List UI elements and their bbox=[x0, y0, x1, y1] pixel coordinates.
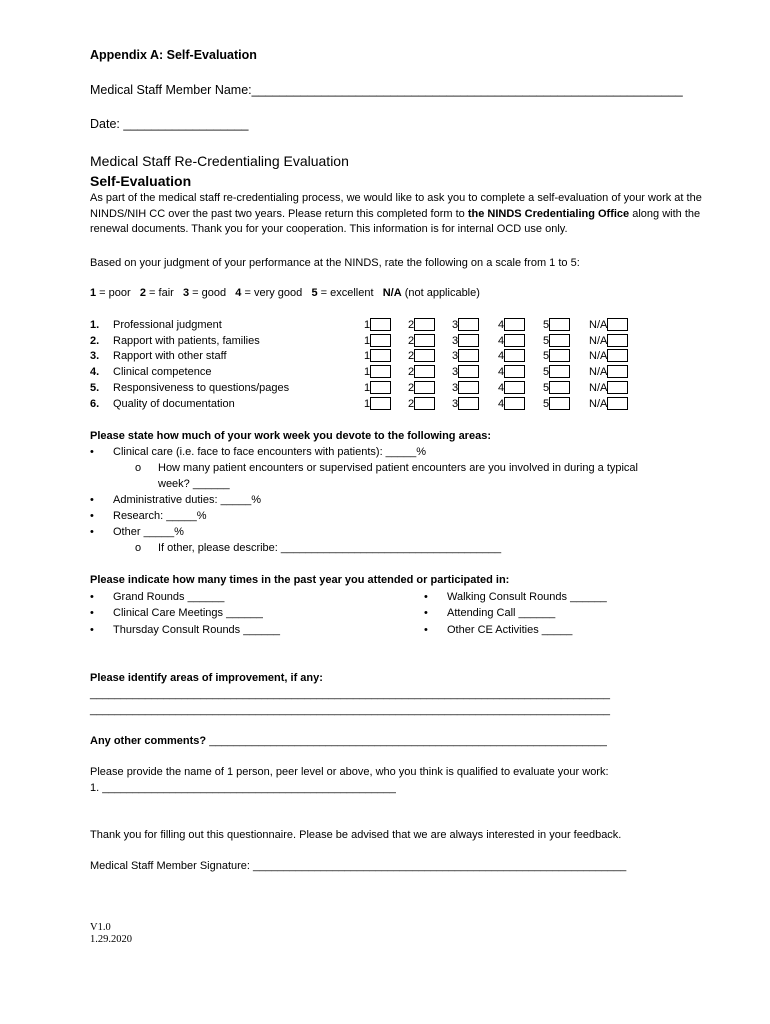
rating-option-2[interactable] bbox=[408, 318, 435, 331]
rating-option-1[interactable] bbox=[364, 365, 391, 378]
attendance-heading: Please indicate how many times in the past year you attended or participated in: bbox=[90, 574, 510, 586]
rating-item-label: Rapport with other staff bbox=[113, 350, 227, 362]
comments-line[interactable]: _________________________________________________________________ bbox=[206, 735, 607, 747]
rating-option-1[interactable] bbox=[364, 349, 391, 362]
legend-key-3: 3 bbox=[182, 287, 190, 299]
legend-key-4: 4 bbox=[235, 287, 242, 299]
checkbox[interactable] bbox=[458, 381, 479, 394]
checkbox[interactable] bbox=[607, 397, 628, 410]
name-line[interactable]: ______________________________________________________________ bbox=[251, 83, 683, 97]
clinical-care-field[interactable]: Clinical care (i.e. face to face encounters with patients): _____% bbox=[113, 446, 427, 458]
rating-option-5[interactable] bbox=[543, 349, 570, 362]
rating-option-label: 3 bbox=[452, 381, 459, 394]
rating-option-5[interactable] bbox=[543, 365, 570, 378]
rating-option-na[interactable] bbox=[589, 318, 628, 331]
rating-option-label: 5 bbox=[543, 381, 550, 394]
bullet-icon: • bbox=[424, 607, 428, 619]
rating-option-label: 4 bbox=[498, 365, 505, 378]
checkbox[interactable] bbox=[414, 334, 435, 347]
rating-option-label: N/A bbox=[589, 318, 608, 331]
evaluator-prompt: Please provide the name of 1 person, peer level or above, who you think is qualified to evaluate your work: bbox=[90, 766, 609, 778]
rating-option-2[interactable] bbox=[408, 349, 435, 362]
intro-text-1: As part of the medical staff re-credentialing process, we would like to ask you to complete a self-evaluation of your work at the NINDS/NIH CC over the past two years. Please return this completed form to bbox=[90, 192, 702, 220]
checkbox[interactable] bbox=[504, 334, 525, 347]
comments-label: Any other comments? bbox=[90, 735, 207, 747]
signature-label: Medical Staff Member Signature: bbox=[90, 860, 254, 872]
rating-option-label: 2 bbox=[408, 365, 415, 378]
legend-val-4: = very good bbox=[241, 287, 312, 299]
bullet-icon: • bbox=[90, 510, 94, 522]
rating-option-label: 1 bbox=[364, 381, 371, 394]
intro-paragraph bbox=[90, 191, 720, 238]
version-date: 1.29.2020 bbox=[90, 934, 132, 945]
rating-item-label: Rapport with patients, families bbox=[113, 335, 260, 347]
checkbox[interactable] bbox=[370, 318, 391, 331]
rating-option-1[interactable] bbox=[364, 334, 391, 347]
rating-option-na[interactable] bbox=[589, 365, 628, 378]
appendix-title: Appendix A: Self-Evaluation bbox=[90, 48, 257, 62]
rating-option-label: 5 bbox=[543, 349, 550, 362]
rating-option-label: 3 bbox=[452, 318, 459, 331]
intro-text-2: along with the renewal documents. Thank you for your cooperation. This information is for internal OCD use only. bbox=[90, 207, 701, 235]
rating-option-5[interactable] bbox=[543, 318, 570, 331]
rating-option-label: 1 bbox=[364, 318, 371, 331]
legend-val-na: (not applicable) bbox=[401, 287, 480, 299]
checkbox[interactable] bbox=[414, 365, 435, 378]
version-label: V1.0 bbox=[90, 922, 111, 933]
rating-option-3[interactable] bbox=[452, 349, 479, 362]
checkbox[interactable] bbox=[607, 365, 628, 378]
rating-item-number: 5. bbox=[90, 382, 100, 394]
intro-bold: the NINDS Credentialing Office bbox=[467, 207, 630, 220]
rating-item-number: 6. bbox=[90, 398, 100, 410]
rating-option-label: 4 bbox=[498, 334, 505, 347]
bullet-icon: • bbox=[424, 591, 428, 603]
rating-option-label: 1 bbox=[364, 334, 371, 347]
rating-option-na[interactable] bbox=[589, 381, 628, 394]
rating-option-label: 1 bbox=[364, 349, 371, 362]
sub-bullet-icon: o bbox=[135, 542, 142, 554]
signature-line[interactable]: _____________________________________________________________ bbox=[253, 860, 627, 872]
name-label: Medical Staff Member Name: bbox=[90, 83, 252, 97]
checkbox[interactable] bbox=[504, 349, 525, 362]
checkbox[interactable] bbox=[504, 381, 525, 394]
rating-option-4[interactable] bbox=[498, 318, 525, 331]
checkbox[interactable] bbox=[414, 349, 435, 362]
rating-option-4[interactable] bbox=[498, 334, 525, 347]
rating-option-na[interactable] bbox=[589, 397, 628, 410]
legend-key-1: 1 bbox=[90, 287, 97, 299]
scale-instruction: Based on your judgment of your performance at the NINDS, rate the following on a scale from 1 to 5: bbox=[90, 257, 580, 269]
checkbox[interactable] bbox=[458, 334, 479, 347]
legend-key-5: 5 bbox=[311, 287, 318, 299]
rating-item-number: 2. bbox=[90, 335, 100, 347]
scale-legend bbox=[90, 287, 480, 299]
rating-option-3[interactable] bbox=[452, 381, 479, 394]
attendance-field[interactable]: Thursday Consult Rounds ______ bbox=[113, 624, 280, 636]
rating-option-label: 4 bbox=[498, 349, 505, 362]
improvement-heading: Please identify areas of improvement, if any: bbox=[90, 672, 323, 684]
rating-option-2[interactable] bbox=[408, 397, 435, 410]
legend-val-5: = excellent bbox=[317, 287, 383, 299]
rating-option-label: 2 bbox=[408, 318, 415, 331]
rating-option-label: N/A bbox=[589, 334, 608, 347]
rating-option-label: 5 bbox=[543, 397, 550, 410]
checkbox[interactable] bbox=[414, 381, 435, 394]
rating-option-4[interactable] bbox=[498, 349, 525, 362]
rating-option-label: 2 bbox=[408, 334, 415, 347]
checkbox[interactable] bbox=[370, 365, 391, 378]
bullet-icon: • bbox=[90, 624, 94, 636]
rating-option-3[interactable] bbox=[452, 397, 479, 410]
rating-option-label: 4 bbox=[498, 381, 505, 394]
rating-option-label: 3 bbox=[452, 397, 459, 410]
rating-option-label: 3 bbox=[452, 334, 459, 347]
rating-option-label: N/A bbox=[589, 397, 608, 410]
rating-option-label: 1 bbox=[364, 365, 371, 378]
signature-row[interactable] bbox=[90, 860, 626, 872]
checkbox[interactable] bbox=[504, 365, 525, 378]
rating-option-label: 5 bbox=[543, 365, 550, 378]
rating-option-3[interactable] bbox=[452, 318, 479, 331]
rating-option-label: 4 bbox=[498, 397, 505, 410]
research-field[interactable]: Research: _____% bbox=[113, 510, 207, 522]
improvement-line-2[interactable]: _____________________________________________________________________________________ bbox=[90, 704, 611, 716]
rating-item-label: Responsiveness to questions/pages bbox=[113, 382, 290, 394]
attendance-field[interactable]: Other CE Activities _____ bbox=[447, 624, 573, 636]
rating-option-2[interactable] bbox=[408, 381, 435, 394]
checkbox[interactable] bbox=[370, 381, 391, 394]
form-subheading: Self-Evaluation bbox=[90, 173, 192, 189]
rating-item-number: 1. bbox=[90, 319, 100, 331]
checkbox[interactable] bbox=[607, 318, 628, 331]
rating-option-1[interactable] bbox=[364, 381, 391, 394]
checkbox[interactable] bbox=[414, 397, 435, 410]
encounters-field[interactable]: week? ______ bbox=[158, 478, 230, 490]
rating-option-3[interactable] bbox=[452, 334, 479, 347]
checkbox[interactable] bbox=[549, 334, 570, 347]
rating-option-na[interactable] bbox=[589, 334, 628, 347]
checkbox[interactable] bbox=[458, 318, 479, 331]
name-field-row[interactable] bbox=[90, 83, 683, 97]
rating-option-label: 3 bbox=[452, 365, 459, 378]
legend-val-1: = poor bbox=[96, 287, 140, 299]
other-describe-field[interactable]: If other, please describe: ____________________________________ bbox=[158, 542, 502, 554]
encounters-question-line1: How many patient encounters or supervised patient encounters are you involved in during a typical bbox=[158, 462, 638, 474]
sub-bullet-icon: o bbox=[135, 462, 142, 474]
rating-option-4[interactable] bbox=[498, 381, 525, 394]
evaluator-field[interactable]: 1. ________________________________________________ bbox=[90, 782, 396, 794]
bullet-icon: • bbox=[90, 494, 94, 506]
form-heading: Medical Staff Re-Credentialing Evaluation bbox=[90, 153, 349, 169]
attendance-field[interactable]: Walking Consult Rounds ______ bbox=[447, 591, 607, 603]
legend-key-2: 2 bbox=[139, 287, 146, 299]
checkbox[interactable] bbox=[458, 397, 479, 410]
workweek-heading: Please state how much of your work week you devote to the following areas: bbox=[90, 430, 491, 442]
rating-option-label: 5 bbox=[543, 318, 550, 331]
checkbox[interactable] bbox=[549, 381, 570, 394]
rating-item-label: Clinical competence bbox=[113, 366, 212, 378]
rating-option-label: N/A bbox=[589, 381, 608, 394]
rating-option-label: 5 bbox=[543, 334, 550, 347]
other-field[interactable]: Other _____% bbox=[113, 526, 184, 538]
legend-key-na: N/A bbox=[382, 287, 402, 299]
rating-option-1[interactable] bbox=[364, 397, 391, 410]
rating-option-2[interactable] bbox=[408, 334, 435, 347]
bullet-icon: • bbox=[424, 624, 428, 636]
rating-option-5[interactable] bbox=[543, 334, 570, 347]
date-label: Date: bbox=[90, 117, 120, 131]
legend-val-3: = good bbox=[189, 287, 236, 299]
checkbox[interactable] bbox=[549, 318, 570, 331]
checkbox[interactable] bbox=[607, 349, 628, 362]
bullet-icon: • bbox=[90, 591, 94, 603]
comments-row[interactable] bbox=[90, 735, 607, 747]
rating-option-3[interactable] bbox=[452, 365, 479, 378]
bullet-icon: • bbox=[90, 446, 94, 458]
checkbox[interactable] bbox=[458, 365, 479, 378]
checkbox[interactable] bbox=[370, 397, 391, 410]
rating-option-label: 1 bbox=[364, 397, 371, 410]
checkbox[interactable] bbox=[370, 349, 391, 362]
rating-option-label: 2 bbox=[408, 349, 415, 362]
attendance-field[interactable]: Attending Call ______ bbox=[447, 607, 556, 619]
rating-option-5[interactable] bbox=[543, 397, 570, 410]
rating-item-label: Quality of documentation bbox=[113, 398, 235, 410]
rating-option-label: 2 bbox=[408, 381, 415, 394]
bullet-icon: • bbox=[90, 607, 94, 619]
checkbox[interactable] bbox=[607, 334, 628, 347]
date-field-row[interactable] bbox=[90, 117, 249, 131]
rating-option-5[interactable] bbox=[543, 381, 570, 394]
bullet-icon: • bbox=[90, 526, 94, 538]
checkbox[interactable] bbox=[458, 349, 479, 362]
rating-option-label: 3 bbox=[452, 349, 459, 362]
checkbox[interactable] bbox=[414, 318, 435, 331]
rating-option-label: N/A bbox=[589, 365, 608, 378]
rating-option-label: 2 bbox=[408, 397, 415, 410]
attendance-field[interactable]: Grand Rounds ______ bbox=[113, 591, 225, 603]
checkbox[interactable] bbox=[504, 397, 525, 410]
rating-option-1[interactable] bbox=[364, 318, 391, 331]
checkbox[interactable] bbox=[607, 381, 628, 394]
rating-item-number: 4. bbox=[90, 366, 100, 378]
rating-option-label: N/A bbox=[589, 349, 608, 362]
rating-option-2[interactable] bbox=[408, 365, 435, 378]
checkbox[interactable] bbox=[549, 365, 570, 378]
rating-option-4[interactable] bbox=[498, 397, 525, 410]
rating-option-na[interactable] bbox=[589, 349, 628, 362]
checkbox[interactable] bbox=[549, 349, 570, 362]
rating-option-4[interactable] bbox=[498, 365, 525, 378]
administrative-field[interactable]: Administrative duties: _____% bbox=[113, 494, 261, 506]
legend-val-2: = fair bbox=[145, 287, 183, 299]
checkbox[interactable] bbox=[370, 334, 391, 347]
checkbox[interactable] bbox=[504, 318, 525, 331]
date-line[interactable]: __________________ bbox=[123, 117, 249, 131]
attendance-field[interactable]: Clinical Care Meetings ______ bbox=[113, 607, 263, 619]
checkbox[interactable] bbox=[549, 397, 570, 410]
improvement-line-1[interactable]: _____________________________________________________________________________________ bbox=[90, 688, 611, 700]
rating-item-number: 3. bbox=[90, 350, 100, 362]
rating-option-label: 4 bbox=[498, 318, 505, 331]
rating-item-label: Professional judgment bbox=[113, 319, 222, 331]
thank-you-text: Thank you for filling out this questionnaire. Please be advised that we are always interested in your feedback. bbox=[90, 829, 622, 841]
